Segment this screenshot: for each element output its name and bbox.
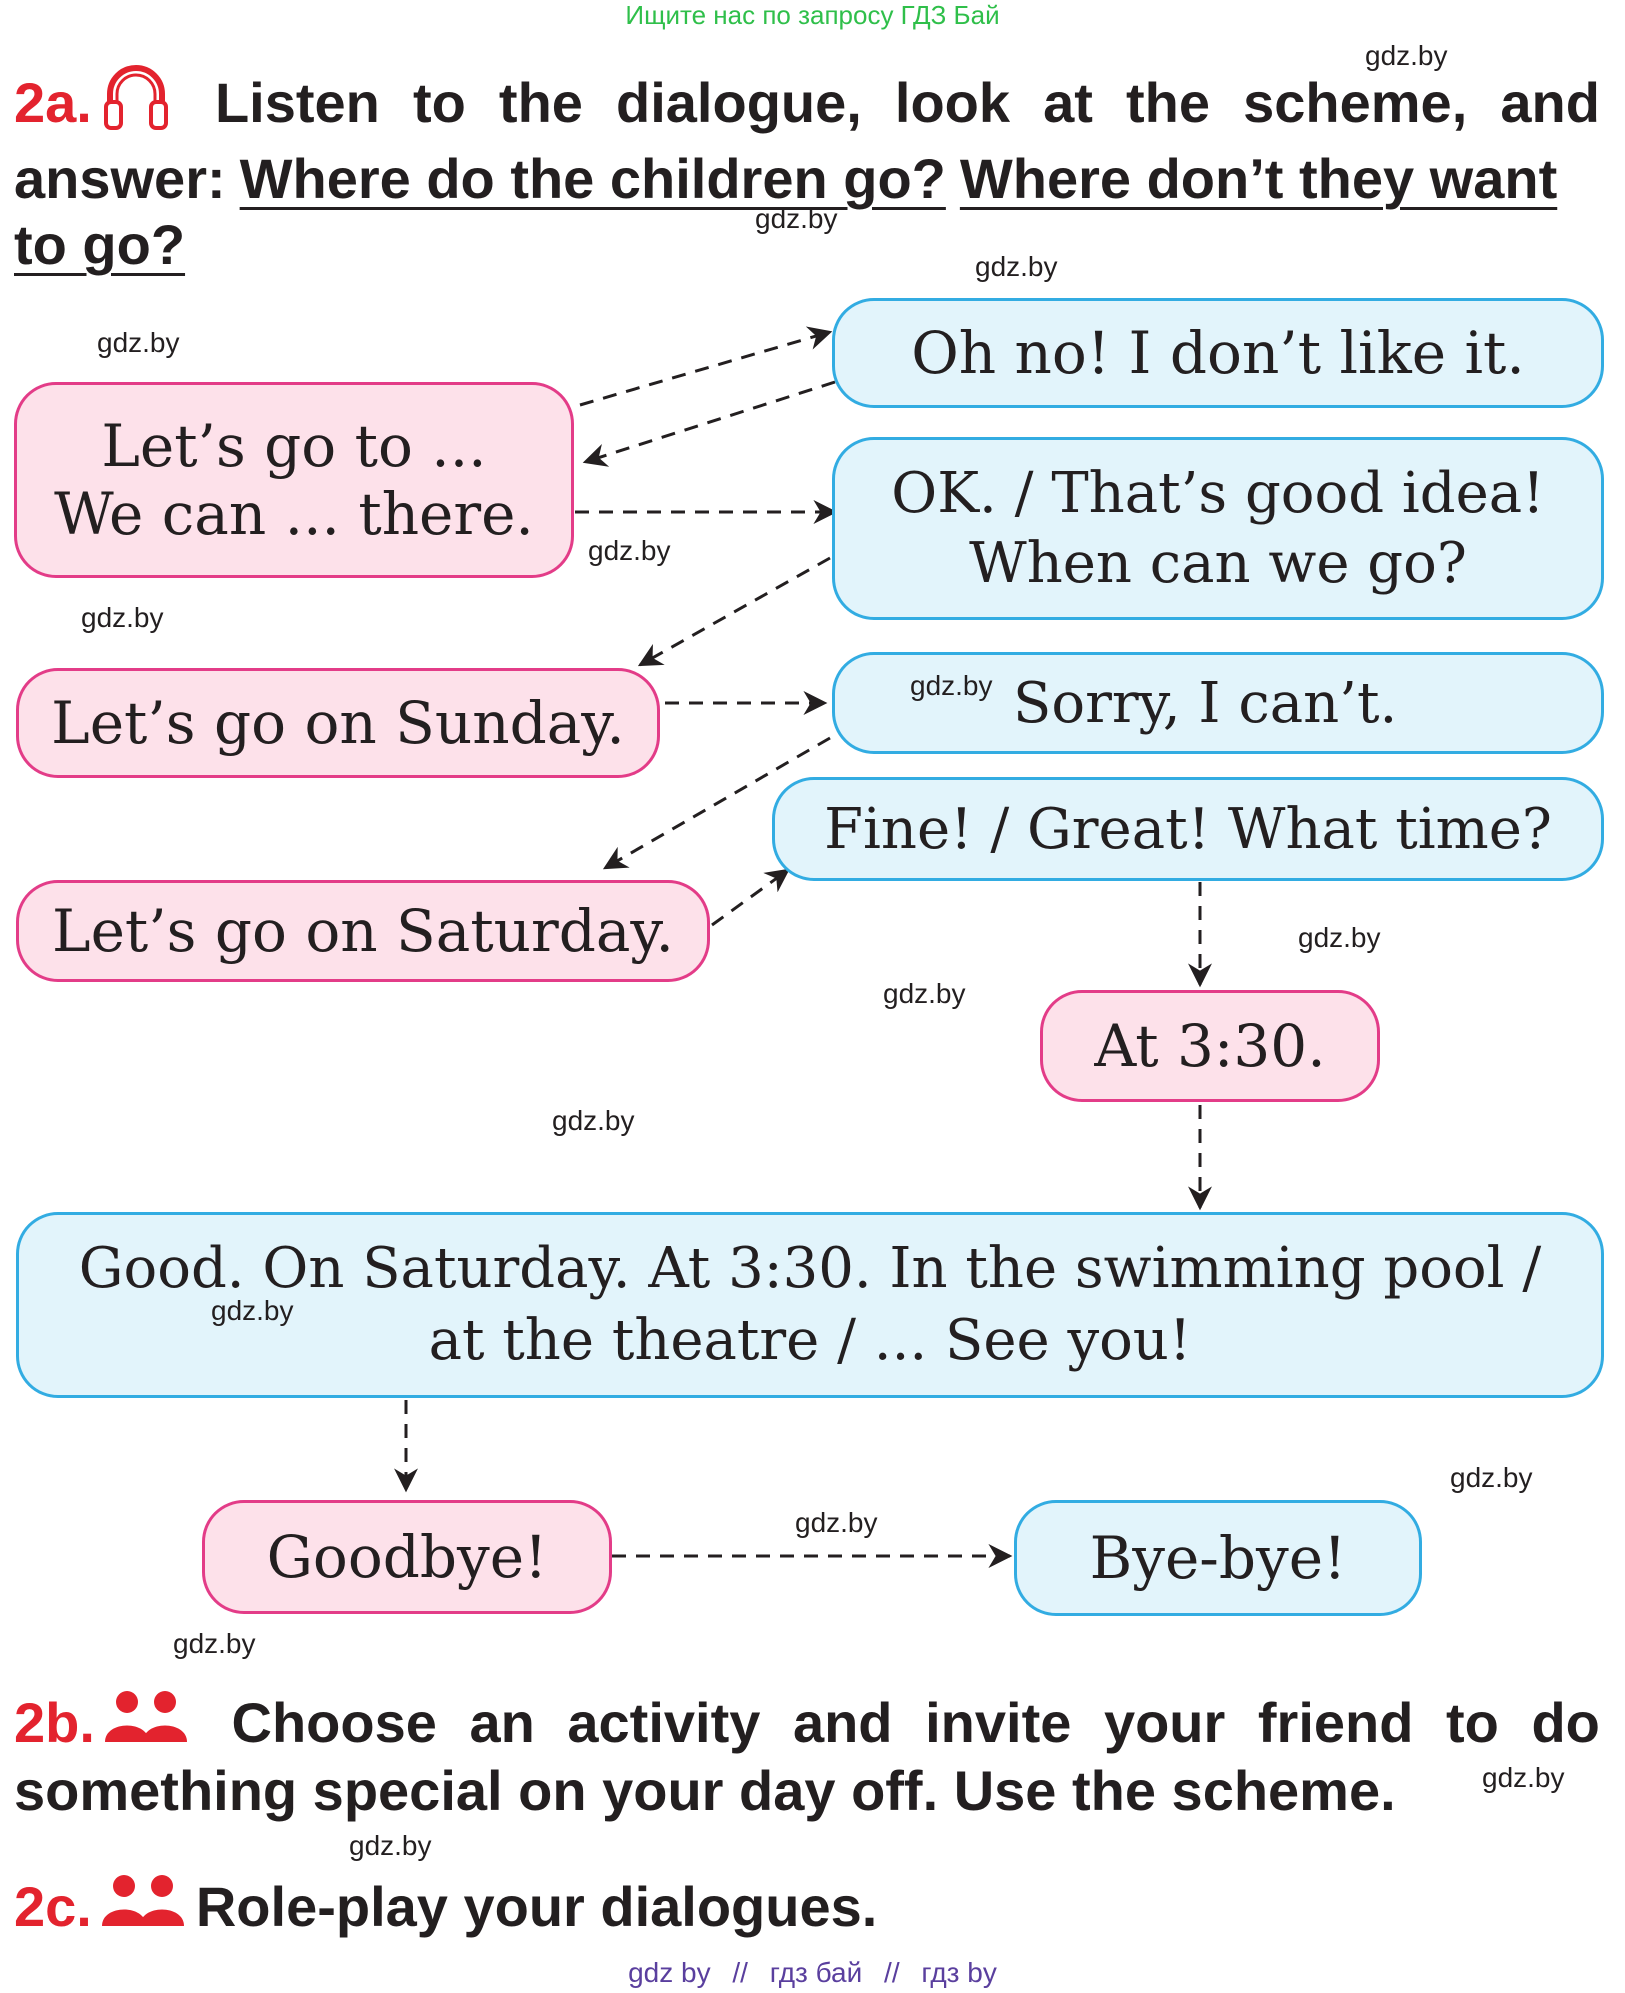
watermark: gdz.by xyxy=(173,1628,256,1659)
at-time-text: At 3:30. xyxy=(1094,1012,1326,1080)
watermark: gdz.by xyxy=(1450,1462,1533,1493)
word: scheme, xyxy=(1243,71,1468,134)
word: the xyxy=(498,71,583,134)
task-number: 2c. xyxy=(14,1875,92,1938)
task-prefix: answer: xyxy=(14,147,226,210)
watermark: gdz.by xyxy=(975,251,1058,282)
ok-line2: When can we go? xyxy=(969,530,1467,596)
watermark: gdz.by xyxy=(588,535,671,566)
word: invite xyxy=(925,1691,1072,1754)
ok-box xyxy=(832,437,1604,620)
saturday-box xyxy=(16,880,710,982)
good-line1: Good. On Saturday. At 3:30. In the swimming pool / xyxy=(78,1236,1542,1301)
question-2-end: to go? xyxy=(14,213,186,276)
footer-separator: // xyxy=(732,1957,748,1988)
fine-box xyxy=(772,777,1604,881)
sorry-box xyxy=(832,652,1604,754)
lets-go-line1: Let’s go to ... xyxy=(101,412,487,480)
word: at xyxy=(1043,71,1093,134)
sunday-text: Let’s go on Sunday. xyxy=(51,689,625,757)
task-2c-text: Role-play your dialogues. xyxy=(195,1875,878,1938)
word: and xyxy=(792,1691,893,1754)
pair-work-icon xyxy=(100,1872,186,1942)
question-1: Where do the children go? xyxy=(239,147,946,210)
footer-link: gdz by xyxy=(628,1957,711,1988)
word: and xyxy=(1500,71,1600,134)
ok-line1: OK. / That’s good idea! xyxy=(891,460,1545,526)
question-2: Where don’t they want xyxy=(959,147,1558,210)
oh-no-text: Oh no! I don’t like it. xyxy=(911,319,1525,387)
watermark: gdz.by xyxy=(1298,922,1381,953)
oh-no-box xyxy=(832,298,1604,408)
watermark: gdz.by xyxy=(349,1830,432,1861)
task-number: 2a. xyxy=(14,71,92,134)
watermark: gdz.by xyxy=(211,1295,294,1326)
watermark: gdz.by xyxy=(1365,40,1448,71)
word: to xyxy=(1446,1691,1499,1754)
footer-link: гдз by xyxy=(921,1957,997,1988)
arrow xyxy=(585,382,835,462)
good-line2: at the theatre / ... See you! xyxy=(428,1308,1192,1373)
word: activity xyxy=(567,1691,761,1754)
word: the xyxy=(1126,71,1211,134)
word: Listen xyxy=(214,71,380,134)
arrow xyxy=(580,332,830,405)
word: an xyxy=(469,1691,535,1754)
goodbye-box xyxy=(202,1500,612,1614)
footer xyxy=(0,1956,1625,1990)
word: Choose xyxy=(231,1691,437,1754)
word: friend xyxy=(1257,1691,1414,1754)
fine-text: Fine! / Great! What time? xyxy=(824,796,1552,862)
footer-separator: // xyxy=(884,1957,900,1988)
watermark: gdz.by xyxy=(81,602,164,633)
task-2b xyxy=(14,1688,1600,1824)
top-banner: Ищите нас по запросу ГДЗ Бай xyxy=(625,0,1000,30)
word: your xyxy=(1103,1691,1226,1754)
word: dialogue, xyxy=(616,71,862,134)
watermark: gdz.by xyxy=(97,327,180,358)
watermark: gdz.by xyxy=(1482,1762,1565,1793)
word: look xyxy=(894,71,1011,134)
word: do xyxy=(1531,1691,1600,1754)
watermark: gdz.by xyxy=(755,203,838,234)
sunday-box xyxy=(16,668,660,778)
watermark: gdz.by xyxy=(883,978,966,1009)
task-2c xyxy=(14,1872,1600,1942)
task-2b-line2: something special on your day off. Use the scheme. xyxy=(14,1759,1396,1822)
task-number: 2b. xyxy=(14,1691,95,1754)
pair-work-icon xyxy=(103,1688,189,1758)
arrow xyxy=(712,870,788,925)
watermark: gdz.by xyxy=(552,1105,635,1136)
arrow xyxy=(640,558,830,665)
task-2b-line1 xyxy=(14,1688,1600,1758)
sorry-text: Sorry, I can’t. xyxy=(1013,670,1398,736)
watermark: gdz.by xyxy=(795,1507,878,1538)
byebye-box xyxy=(1014,1500,1422,1616)
at-time-box xyxy=(1040,990,1380,1102)
word: to xyxy=(412,71,466,134)
goodbye-text: Goodbye! xyxy=(266,1523,548,1591)
saturday-text: Let’s go on Saturday. xyxy=(52,897,674,965)
byebye-text: Bye-bye! xyxy=(1089,1524,1347,1592)
footer-link: гдз бай xyxy=(769,1957,863,1988)
lets-go-box xyxy=(14,382,574,578)
watermark: gdz.by xyxy=(910,670,993,701)
task-2b-number-group xyxy=(14,1688,199,1758)
lets-go-line2: We can ... there. xyxy=(54,480,534,548)
